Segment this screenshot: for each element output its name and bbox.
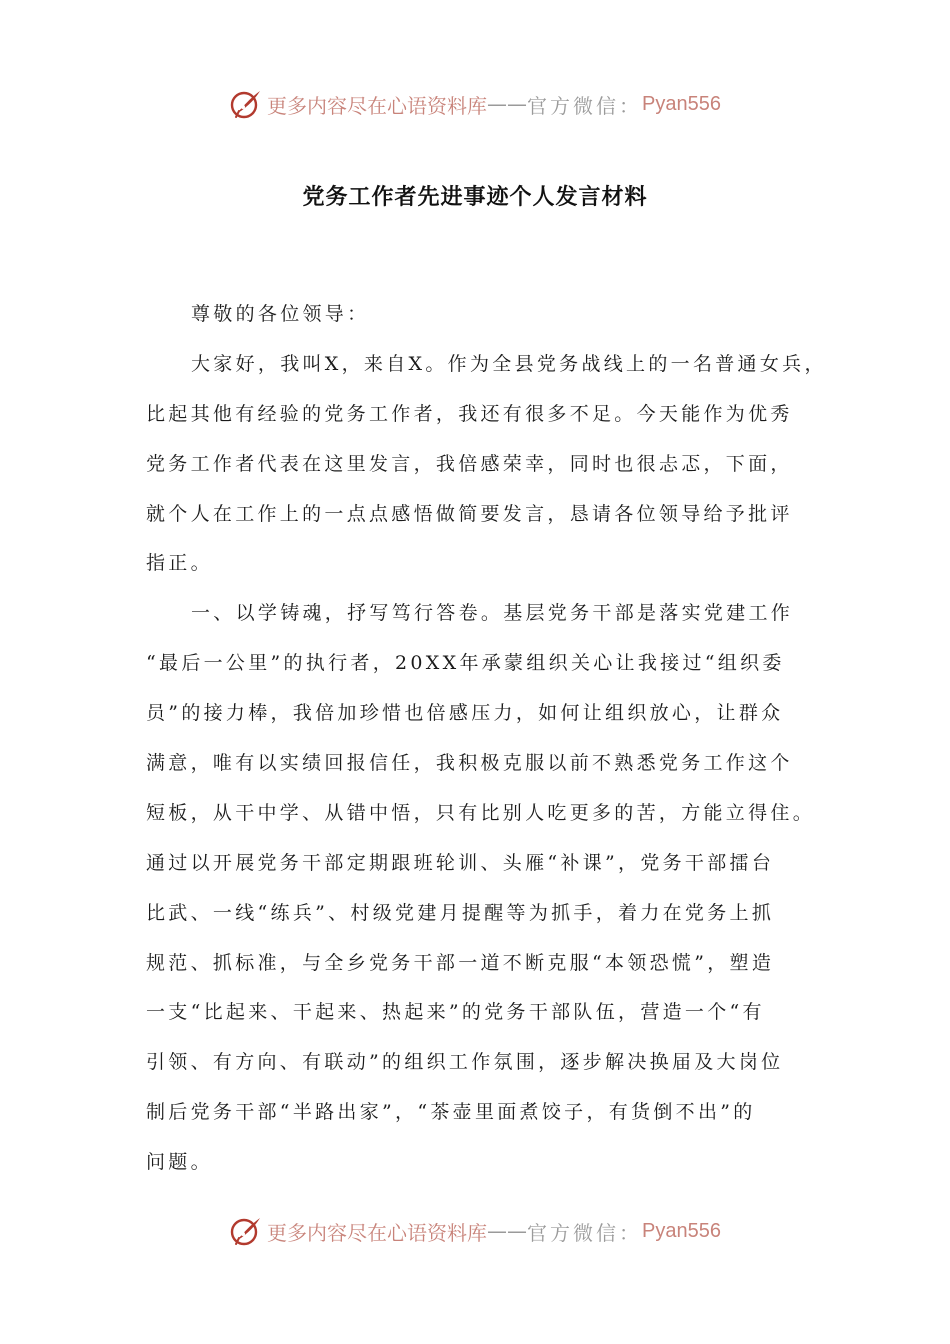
text-line: 规范、抓标准，与全乡党务干部一道不断克服“本领恐慌”，塑造	[146, 951, 775, 974]
quill-logo-icon	[229, 1214, 263, 1248]
document-body	[146, 290, 836, 1188]
document-title: 党务工作者先进事迹个人发言材料	[302, 185, 648, 210]
text-line: 短板，从干中学、从错中悟，只有比别人吃更多的苦，方能立得住。	[146, 801, 816, 824]
banner-dash: ——	[487, 1219, 528, 1243]
text-line: 问题。	[146, 1151, 213, 1174]
text-line: 指正。	[146, 552, 213, 575]
header-banner	[0, 84, 950, 124]
banner-dash: ——	[487, 92, 528, 116]
text-line: “最后一公里”的执行者，20XX年承蒙组织关心让我接过“组织委	[146, 652, 785, 675]
text-line: 就个人在工作上的一点点感悟做简要发言，恳请各位领导给予批评	[146, 502, 793, 525]
text-line: 引领、有方向、有联动”的组织工作氛围，逐步解决换届及大岗位	[146, 1051, 784, 1074]
banner-site-text: 更多内容尽在心语资料库	[267, 93, 488, 118]
text-line: 制后党务干部“半路出家”，“茶壶里面煮饺子，有货倒不出”的	[146, 1101, 756, 1124]
banner-wechat-label: 官方微信：	[527, 93, 643, 118]
banner-wechat-id: Pyan556	[642, 92, 721, 115]
text-line: 党务工作者代表在这里发言，我倍感荣幸，同时也很忐忑，下面，	[146, 452, 793, 475]
text-line: 员”的接力棒，我倍加珍惜也倍感压力，如何让组织放心，让群众	[146, 702, 784, 725]
text-line: 大家好，我叫X，来自X。作为全县党务战线上的一名普通女兵，	[191, 352, 827, 375]
quill-logo-icon	[229, 87, 263, 121]
banner-wechat-id: Pyan556	[642, 1219, 721, 1242]
text-line: 尊敬的各位领导：	[191, 303, 370, 325]
banner-site-text: 更多内容尽在心语资料库	[267, 1220, 488, 1245]
text-line: 一支“比起来、干起来、热起来”的党务干部队伍，营造一个“有	[146, 1001, 765, 1024]
text-line: 比起其他有经验的党务工作者，我还有很多不足。今天能作为优秀	[146, 402, 793, 425]
footer-banner	[0, 1211, 950, 1251]
banner-wechat-label: 官方微信：	[527, 1220, 643, 1245]
text-line: 一、以学铸魂，抒写笃行答卷。基层党务干部是落实党建工作	[191, 602, 794, 625]
text-line: 通过以开展党务干部定期跟班轮训、头雁“补课”，党务干部擂台	[146, 851, 775, 874]
text-line: 满意，唯有以实绩回报信任，我积极克服以前不熟悉党务工作这个	[146, 752, 793, 775]
text-line: 比武、一线“练兵”、村级党建月提醒等为抓手，着力在党务上抓	[146, 901, 775, 924]
